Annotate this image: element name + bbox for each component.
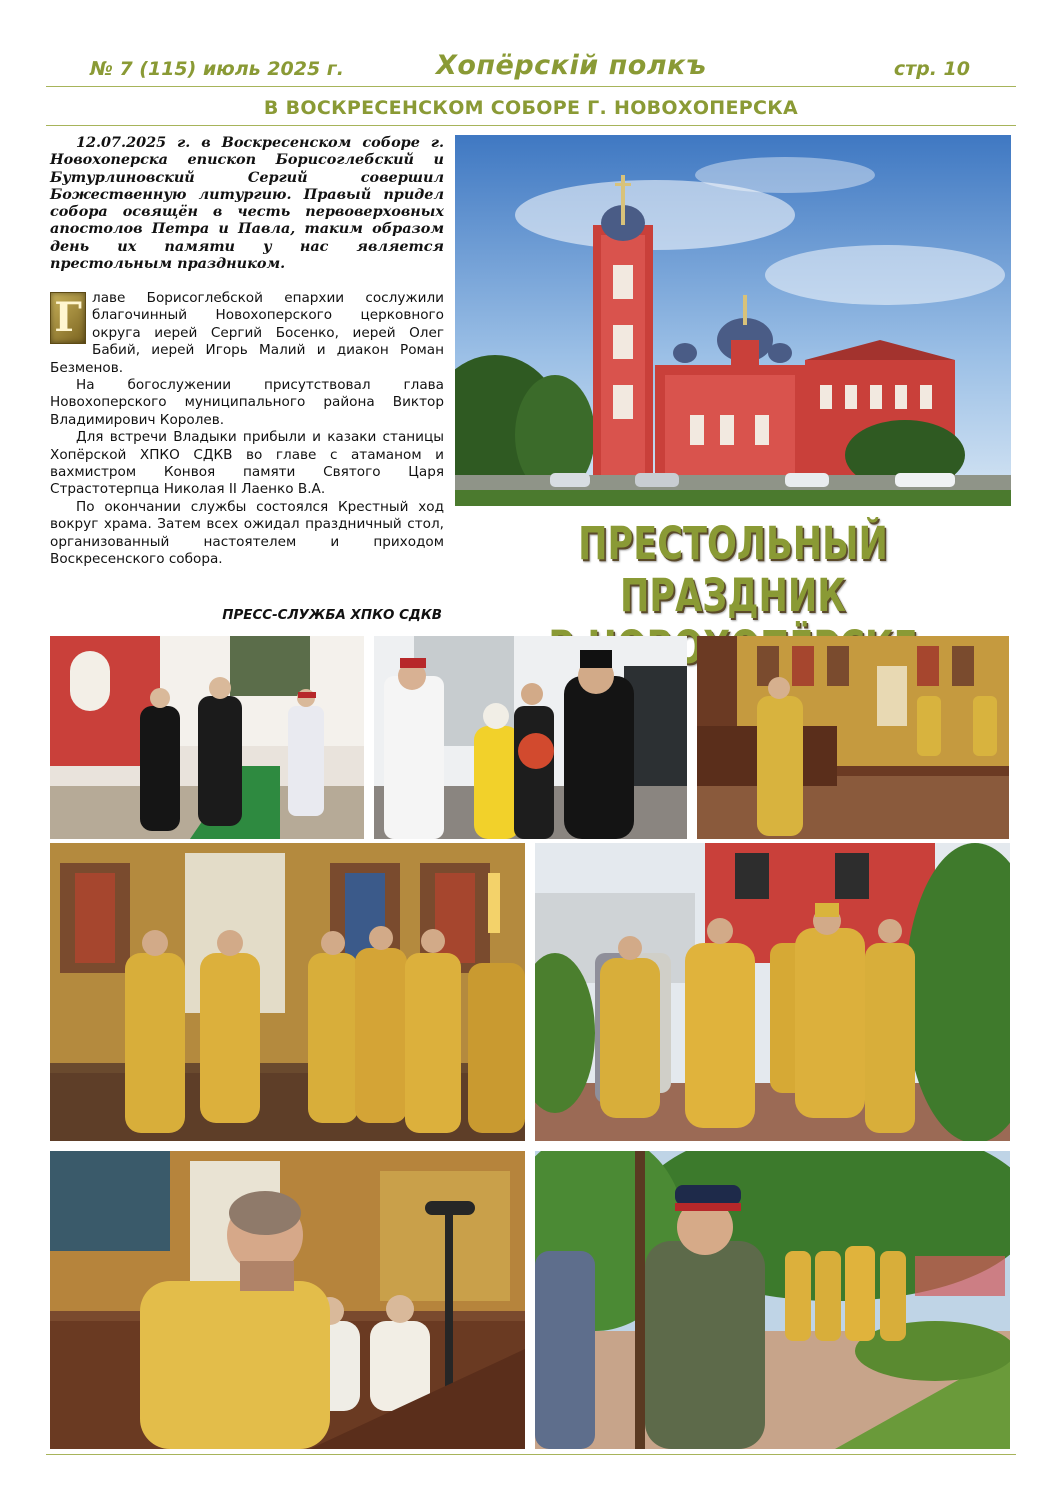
bishop-greeting-photo (374, 636, 687, 839)
page-header (46, 50, 1016, 86)
header-rule (46, 86, 1016, 87)
newspaper-title: Хопёрскій полкъ (436, 50, 707, 81)
article-paragraph-1-text: лаве Борисоглебской епархии сослужили благочинный Новохоперского церковного округа иерей Сергий Босенко, иерей Олег Бабий, иерей Игорь Малий и диакон Роман Безменов. (50, 290, 444, 376)
iconostasis-service-photo (697, 636, 1009, 839)
clergy-at-altar-photo (50, 843, 525, 1141)
clergy-walking-photo (50, 636, 364, 839)
lead-paragraph: 12.07.2025 г. в Воскресенском соборе г. Новохоперска епископ Борисоглебский и Бутурлиновский Сергий совершил Божественную литургию. Правый придел собора освящён в честь первоверховных апостолов Петра и Павла, таким образом день их памяти у нас является престольным праздником. (50, 134, 444, 273)
signature: ПРЕСС-СЛУЖБА ХПКО СДКВ (222, 608, 442, 623)
dropcap: Г (50, 292, 86, 344)
article-body (50, 290, 444, 569)
cathedral-photo (455, 135, 1011, 506)
headline-line-1: ПРЕСТОЛЬНЫЙ ПРАЗДНИК (578, 517, 888, 622)
article-paragraph-4: По окончании службы состоялся Крестный ход вокруг храма. Затем всех ожидал праздничный стол, организованный настоятелем и приходом Воскресенского собора. (50, 498, 444, 568)
section-rule (46, 125, 1016, 126)
section-title: В ВОСКРЕСЕНСКОМ СОБОРЕ Г. НОВОХОПЕРСКА (263, 97, 799, 119)
procession-photo (535, 843, 1010, 1141)
article-paragraph-3: Для встречи Владыки прибыли и казаки станицы Хопёрской ХПКО СДКВ во главе с атаманом и вахмистром Конвоя памяти Святого Царя Страстотерпца Николая II Лаенко В.А. (50, 429, 444, 498)
priest-lectern-photo (50, 1151, 525, 1449)
article-paragraph-2: На богослужении присутствовал глава Новохоперского муниципального района Виктор Владимирович Королев. (50, 377, 444, 428)
footer-rule (46, 1454, 1016, 1455)
cossack-procession-photo (535, 1151, 1010, 1449)
article-paragraph-1 (50, 290, 444, 377)
issue-number: № 7 (115) июль 2025 г. (90, 58, 344, 80)
page-number: стр. 10 (893, 58, 970, 80)
